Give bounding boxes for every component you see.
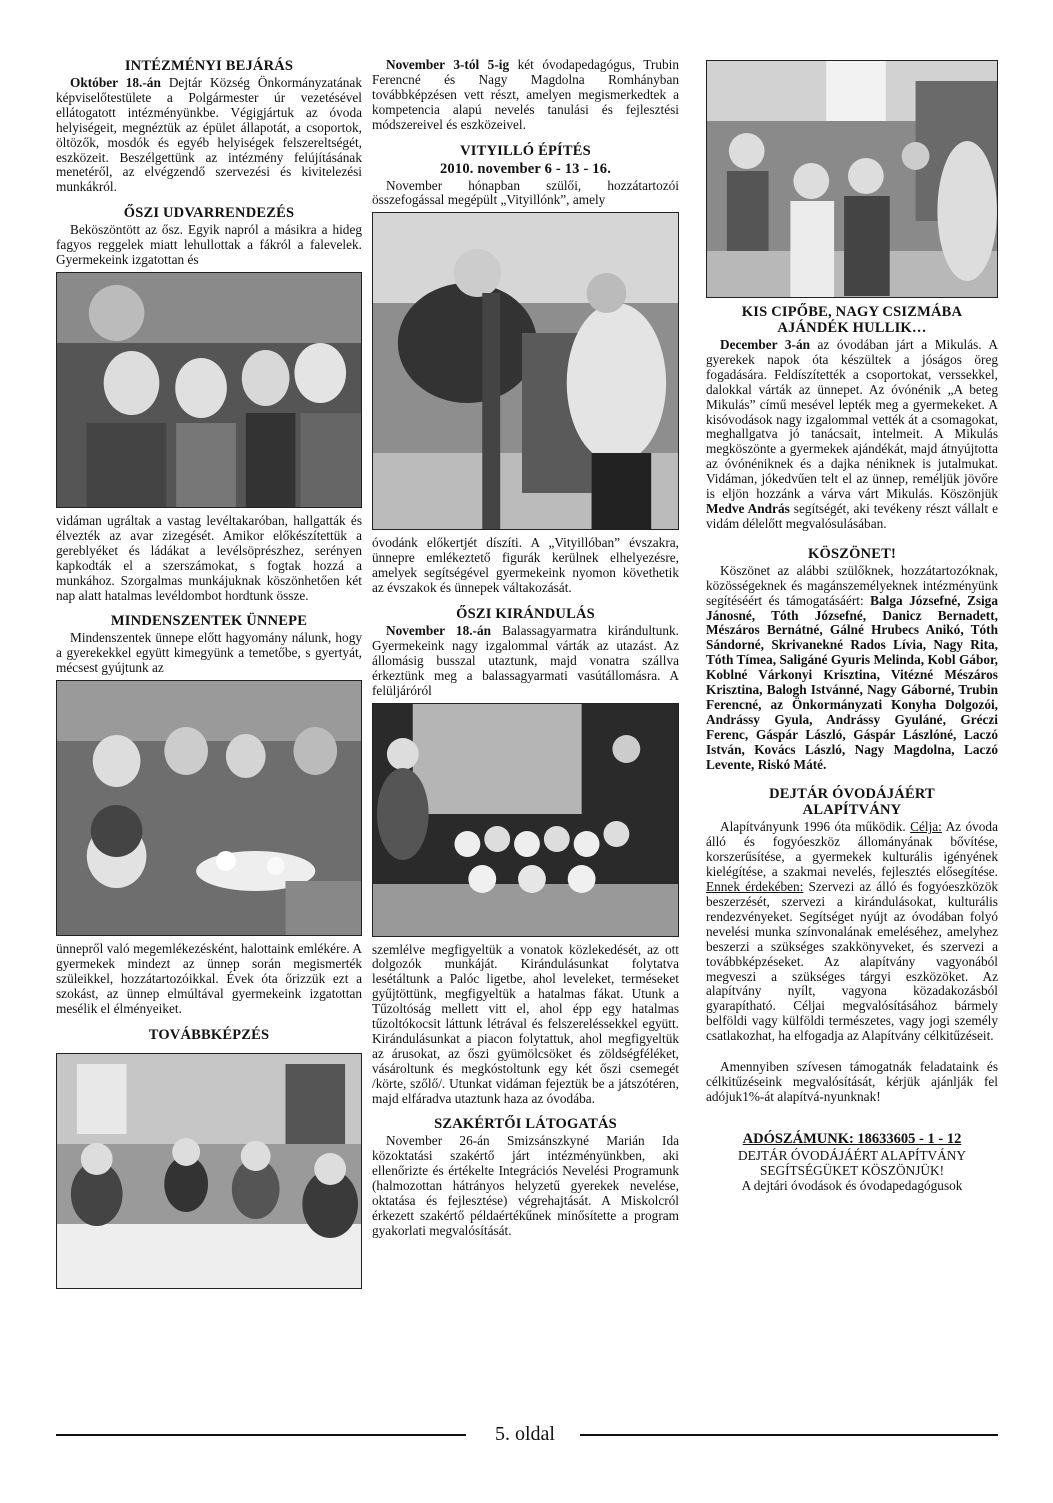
section-title-alapitvany: DEJTÁR ÓVODÁJÁÉRT ALAPÍTVÁNY <box>769 786 935 819</box>
section-title-intezmenyi-bejaras: INTÉZMÉNYI BEJÁRÁS <box>124 58 294 74</box>
section-title-kis-cipobe: KIS CIPŐBE, NAGY CSIZMÁBA AJÁNDÉK HULLIK… <box>741 304 963 336</box>
article-koszonet <box>706 564 998 773</box>
article-text: vidáman ugráltak a vastag levéltakaróban, hallgatták és élvezték az avar zizegését. Amikor előkészítettük a gereblyéket és ládákat a levélsöprészhez, serényen kapkodták el a szerszámokat, s fogtak hozzá a munkához. Szorgalmas munkájuknak köszönhetően két nap alatt hatalmas levéldombot hordtunk össze. <box>56 512 362 603</box>
photo-building-vityillo <box>372 212 679 530</box>
section-title-szakertoi-latogatas: SZAKÉRTŐI LÁTOGATÁS <box>434 1116 617 1133</box>
photo-mikulas-visit <box>706 60 998 298</box>
thanked-names: Balga Józsefné, Zsiga Jánosné, Tóth Józsefné, Danicz Bernadett, Mészáros Bernátné, Gálné Hrubecs Anikó, Tóth Sándorné, Skrivanekné Rados Lívia, Nagy Rita, Tóth Tímea, Saligáné Gyuris Melinda, Kobl Gábor, Koblné Várkonyi Krisztina, Vitézné Mészáros Krisztina, Balogh Istvánné, Nagy Gáborné, Trubin Ferencné, az Önkormányzati Konyha Dolgozói, Andrássy Gyula, Andrássy Gyuláné, Gréczi Ferenc, Gáspár László, Gáspár Lászlóné, Laczó István, Kovács László, Nagy Magdolna, Laczó Levente, Riskó Máté. <box>706 592 998 772</box>
account-line: DEJTÁR ÓVODÁJÁÉRT ALAPÍTVÁNY <box>738 1147 966 1163</box>
photo-cemetery-children <box>56 680 362 936</box>
lead-date: November 18.-án <box>386 622 492 638</box>
account-line: SEGÍTSÉGÜKET KÖSZÖNJÜK! <box>759 1162 945 1178</box>
lead-date: November 3-tól 5-ig <box>386 57 510 72</box>
article-text: Dejtár Község Önkormányzatának képviselőtestülete a Polgármester úr vezetésével ellátogatott intézményünkbe. Végigjártuk az óvoda helyiségeit, megnéztük az épület állapotát, a csoportok, öltözők, mosdók és egyéb helyiségek felszereltségét, eszközeit. Beszélgettünk az intézmény felújításának menetéről, az elvégzendő szervezési és kivitelezési munkákról. <box>56 75 362 195</box>
article-text: szemlélve megfigyeltük a vonatok közlekedését, az ott dolgozók munkáját. Kirándulásunkat folytatva lesétáltunk a Palóc ligetbe, ahol leveleket, terméseket gyűjtöttünk, megfigyeltük a hatalmas fákat. Utunk a Tűzoltóság mellett vitt el, ahol épp egy hatalmas tűzoltókocsit láttunk létrával és felszereléssekkel együtt. Kirándulásunkat a piacon folytattuk, ahol megfigyeltük az árusokat, az őszi gyümölcsöket és zöldségféléket, vásároltunk és megkóstoltunk egy két őszi csemegét /körte, szőlő/. Utunkat vidáman fejeztük be a játszótéren, majd elfáradva utaztunk haza az óvodába. <box>372 941 679 1106</box>
article-text: óvodánk előkertjét díszíti. A „Vityillóban” évszakra, ünnepre emlékeztető figurák kerülnek elhelyezésre, amelyek segítségével gyermekeink nyomon követhetik az évszakok és ünnepek váltakozását. <box>372 535 679 596</box>
article-text: Alapítványunk 1996 óta működik. <box>720 819 911 835</box>
account-box <box>706 1131 998 1193</box>
article-text: ünnepről való megemlékezésként, halottaink emlékére. A gyermekek mindezt az ünnep során megismerték szüleikkel, hozzátartozóikkal. Évek óta őrizzük ezt a szokást, az ünnep elmúltával gyermekeink izgatottan mesélik el élményeiket. <box>56 941 362 1016</box>
section-title-vityillo-epites: VITYILLÓ ÉPÍTÉS <box>460 142 591 159</box>
account-line: A dejtári óvodások és óvodapedagógusok <box>741 1177 963 1193</box>
column-2 <box>372 58 679 1239</box>
article-text: November 26-án Smizsánszkyné Marián Ida közoktatási szakértő járt intézményünkben, aki ellenőrizte és értékelte Integrációs Nevelési Programunk (halmozottan hátrányos helyzetű gyerekek nevelése, oktatása és fejlesztése) végrehajtását. A Miskolcról érkezett szakértő példaértékűnek minősítette a program gyakorlati megvalósítását. <box>372 1133 679 1238</box>
article-text: az óvodában járt a Mikulás. A gyerekek napok óta készültek a jóságos öreg fogadására. Feldíszítették a csoportokat, verssekkel, dalokkal várták az ünnepet. Az óvónénik „A beteg Mikulás” című mesével lepték meg a gyermekeket. A kisóvodások nagy izgalommal vették át a csomagokat, meghallgatva jó tanácsait, intelmeit. A Mikulás megköszönte a gyermekek ajándékát, majd átnyújtotta az óvónéniknek és a dajka néniknek is jutalmukat. Vidáman, jókedvűen telt el az ünnep, reméljük jövőre is eljön hozzánk a várva várt Mikulás. Köszönjük <box>706 337 998 502</box>
section-title-oszi-udvarrendezes: ŐSZI UDVARRENDEZÉS <box>123 205 295 222</box>
photo-children-autumn <box>56 272 362 508</box>
article-text: Szervezi az álló és fogyóeszközök beszerzését, szervezi a kirándulásokat, kulturális rendezvényeket. Segítséget nyújt az óvodában folyó nevelési munka színvonalának emeléséhez, amelyhez beszerzi a szükséges szakkönyveket, és szervezi a továbbképzéseket. Az alapítvány vagyonából megveszi a szükséges tárgyi eszközöket. Az alapítvány nyílt, vagyona közadakozásból gyarapítható. Céljai megvalósításához bármely belföldi vagy külföldi természetes, vagy jogi személy csatlakozhat, ha elfogadja az Alapítvány célkitűzéseit. <box>706 879 998 1044</box>
lead-date: December 3-án <box>720 337 810 352</box>
section-title-tovabbkepzes: TOVÁBBKÉPZÉS <box>148 1026 270 1043</box>
photo-training-session <box>56 1053 362 1289</box>
article-intezmenyi-bejaras <box>56 76 362 195</box>
underlined-label: Célja: <box>910 819 942 835</box>
column-3 <box>706 58 998 1193</box>
article-text: Beköszöntött az ősz. Egyik napról a másikra a hideg fagyos reggelek miatt lehullottak a fákról a falevelek. Gyermekeink izgatottan és <box>56 222 362 268</box>
section-title-koszonet: KÖSZÖNET! <box>807 545 896 562</box>
article-text: két óvodapedagógus, Trubin Ferencné és Nagy Magdolna Romhányban továbbképzésen vett részt, amelyen megismerkedtek a kompetencia alapú nevelés tanulási és fejlesztési módszereivel és eszközeivel. <box>372 57 679 132</box>
article-mikulas <box>706 338 998 532</box>
lead-date: Október 18.-án <box>70 75 161 90</box>
article-text: Amennyiben szívesen támogatnák feladataink és célkitűzéseink megvalósítását, kérjük ajánlják fel adójuk1%-át alapítvá-nyunknak! <box>706 1059 998 1104</box>
article-text: Mindenszentek ünnepe előtt hagyomány nálunk, hogy a gyerekekkel együtt kimegyünk a temetőbe, s gyertyát, mécsest gyújtunk az <box>56 630 362 676</box>
article-text: Köszönet az alábbi szülőknek, hozzátartozóknak, közösségeknek és magánszemélyeknek intézményünk segítéséért és támogatásáért: <box>706 562 998 608</box>
article-text: November hónapban szülői, hozzátartozói összefogással megépült „Vityillónk”, amely <box>372 177 679 208</box>
section-subtitle-date: 2010. november 6 - 13 - 16. <box>439 160 612 177</box>
article-tovabbkepzes <box>372 58 679 133</box>
account-number: ADÓSZÁMUNK: 18633605 - 1 - 12 <box>742 1130 962 1147</box>
underlined-label: Ennek érdekében: <box>706 879 804 895</box>
article-text: Balassagyarmatra kirándultunk. Gyermekeink nagy izgalommal várták az utazást. Az állomásig busszal utaztunk, majd vonatra szállva érkeztünk meg a balassagyarmati vasútállomásra. A felüljáróról <box>372 622 679 698</box>
page-number: 5. oldal <box>495 1423 555 1445</box>
section-title-mindenszentek: MINDENSZENTEK ÜNNEPE <box>110 613 308 630</box>
article-text <box>372 624 679 699</box>
footer-divider-right <box>580 1434 998 1436</box>
footer-divider-left <box>56 1434 466 1436</box>
article-text: Az óvoda álló és fogyóeszköz állományának bővítése, korszerűsítése, a gyermekek kulturális igényének kielégítése, a szakmai nevelés, fejlesztés elősegítése. <box>706 819 998 880</box>
thanked-person: Medve András <box>706 500 790 516</box>
article-alapitvany <box>706 820 998 1044</box>
article-text: segítségét, aki tevékeny részt vállalt e vidám délelőtt megvalósulásában. <box>706 500 998 531</box>
column-1 <box>56 58 362 1295</box>
photo-field-trip-group <box>372 703 679 937</box>
section-title-oszi-kirandulas: ŐSZI KIRÁNDULÁS <box>456 605 595 622</box>
